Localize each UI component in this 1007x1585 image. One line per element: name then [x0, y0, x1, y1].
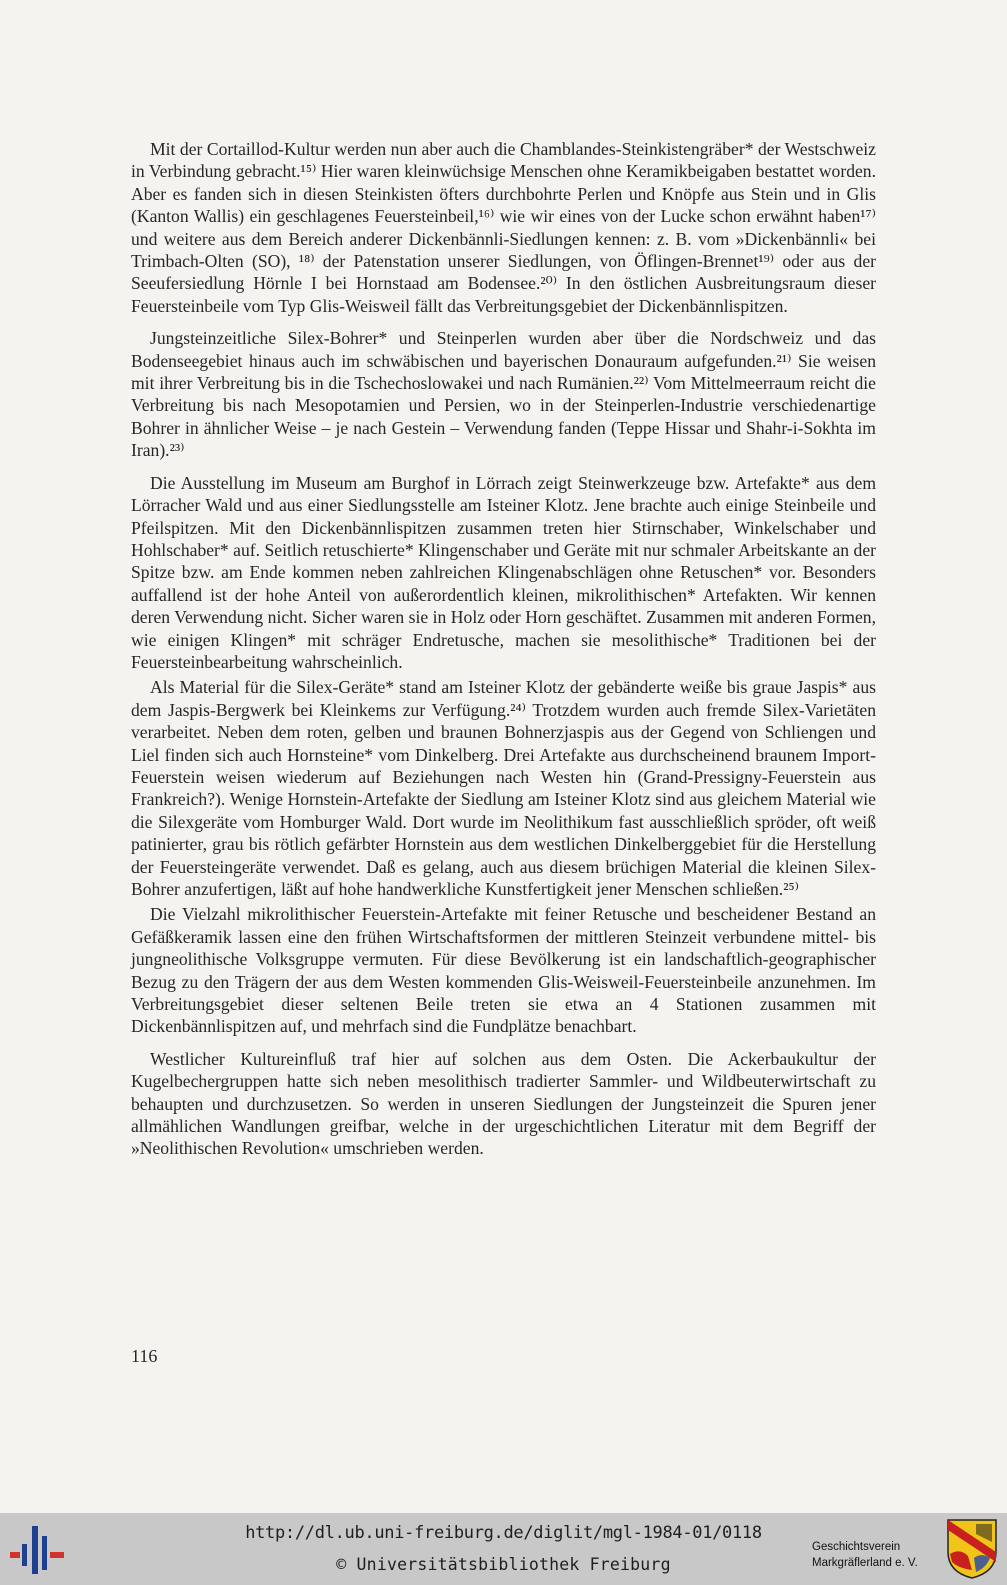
society-name-line-2: Markgräflerland e. V.: [812, 1557, 918, 1569]
footer-url-link[interactable]: http://dl.ub.uni-freiburg.de/diglit/mgl-1984-01/0118: [245, 1523, 762, 1543]
society-name: [812, 1539, 918, 1571]
society-name-line-1: Geschichtsverein: [812, 1541, 901, 1553]
paragraph-4: Als Material für die Silex-Geräte* stand am Isteiner Klotz der gebänderte weiße bis graue Jaspis* aus dem Jaspis-Bergwerk bei Kleinkems zur Verfügung.²⁴⁾ Trotzdem wurden auch fremde Silex-Varietäten verarbeitet. Neben dem roten, gelben und braunen Bohnerzjaspis aus der Gegend von Schliengen und Liel finden sich auch Hornsteine* vom Dinkelberg. Drei Artefakte aus durchscheinend braunem Import-Feuerstein weisen wiederum auf Beziehungen nach Westen hin (Grand-Pressigny-Feuerstein aus Frankreich?). Wenige Hornstein-Artefakte der Siedlung am Isteiner Klotz sind aus gleichem Material wie die Silexgeräte vom Homburger Wald. Dort wurde im Neolithikum fast ausschließlich spröder, oft weiß patinierter, grau bis rötlich gefärbter Hornstein aus dem westlichen Dinkelberggebiet für die Herstellung der Feuersteingeräte verwendet. Daß es gelang, auch aus diesem brüchigen Material die kleinen Silex-Bohrer anzufertigen, läßt auf hohe handwerkliche Kunstfertigkeit jener Menschen schließen.²⁵⁾: [131, 677, 876, 899]
paragraph-5: Die Vielzahl mikrolithischer Feuerstein-Artefakte mit feiner Retusche und bescheidener Bestand an Gefäßkeramik lassen eine den frühen Wirtschaftsformen der mittleren Steinzeit verbundene mittel- bis jungneolithische Volksgruppe vermuten. Für diese Bevölkerung ist ein landschaftlich-geographischer Bezug zu den Trägern der aus dem Westen kommenden Glis-Weisweil-Feuersteinbeile anzunehmen. Im Verbreitungsgebiet dieser seltenen Beile treten sie etwa an 4 Stationen zusammen mit Dickenbännlispitzen auf, und mehrfach sind die Fundplätze benachbart.: [131, 904, 876, 1037]
footer-copyright: © Universitätsbibliothek Freiburg: [336, 1555, 671, 1574]
page-number: 116: [131, 1346, 158, 1366]
paragraph-3: Die Ausstellung im Museum am Burghof in Lörrach zeigt Steinwerkzeuge bzw. Artefakte* aus dem Lörracher Wald und aus einer Siedlungsstelle am Isteiner Klotz. Jene brachte auch einige Steinbeile und Pfeilspitzen. Mit den Dickenbännlispitzen zusammen treten hier Stirnschaber, Winkelschaber und Hohlschaber* auf. Seitlich retuschierte* Klingenschaber und Geräte mit nur schmaler Arbeitskante an der Spitze bzw. am Ende kommen neben zahlreichen Klingenabschlägen ohne Retuschen* vor. Besonders auffallend ist der hohe Anteil von außerordentlich kleinen, mikrolithischen* Artefakten. Wir kennen deren Verwendung nicht. Sicher waren sie in Holz oder Horn geschäftet. Zusammen mit anderen Formen, wie einigen Klingen* mit schräger Endretusche, machen sie mesolithische* Traditionen bei der Feuersteinbearbeitung wahrscheinlich.: [131, 472, 876, 672]
coat-of-arms-icon: [946, 1518, 998, 1580]
paragraph-2: Jungsteinzeitliche Silex-Bohrer* und Steinperlen wurden aber über die Nordschweiz und das Bodenseegebiet hinaus auch im schwäbischen und bayerischen Donauraum aufgefunden.²¹⁾ Sie weisen mit ihrer Verbreitung bis in die Tschechoslowakei und nach Rumänien.²²⁾ Vom Mittelmeerraum reicht die Verbreitung bis nach Mesopotamien und Persien, wo in der Steinperlen-Industrie verschiedenartige Bohrer in ähnlicher Weise – je nach Gestein – Verwendung fanden (Teppe Hissar und Shahr-i-Sokhta im Iran).²³⁾: [131, 328, 876, 461]
footer-bar: [0, 1513, 1007, 1585]
paragraph-6: Westlicher Kultureinfluß traf hier auf solchen aus dem Osten. Die Ackerbaukultur der Kugelbechergruppen hatte sich neben mesolithisch tradierter Sammler- und Wildbeuterwirtschaft zu behaupten und durchzusetzen. So werden in unseren Siedlungen der Jungsteinzeit die Spuren jener allmählichen Wandlungen greifbar, welche in der urgeschichtlichen Literatur mit dem Begriff der »Neolithischen Revolution« umschrieben werden.: [131, 1048, 876, 1159]
article-body: [131, 138, 876, 1160]
paragraph-1: Mit der Cortaillod-Kultur werden nun aber auch die Chamblandes-Steinkistengräber* der Westschweiz in Verbindung gebracht.¹⁵⁾ Hier waren kleinwüchsige Menschen ohne Keramikbeigaben bestattet worden. Aber es fanden sich in diesen Steinkisten öfters durchbohrte Perlen und Knöpfe aus Stein und in Glis (Kanton Wallis) ein geschlagenes Feuersteinbeil,¹⁶⁾ wie wir eines von der Lucke schon erwähnt haben¹⁷⁾ und weitere aus dem Bereich anderer Dickenbännli-Siedlungen kennen: z. B. vom »Dickenbännli« bei Trimbach-Olten (SO), ¹⁸⁾ der Patenstation unserer Siedlungen, von Öflingen-Brennet¹⁹⁾ oder aus der Seeufersiedlung Hörnle I bei Hornstaad am Bodensee.²⁰⁾ In den östlichen Ausbreitungsraum dieser Feuersteinbeile vom Typ Glis-Weisweil fällt das Verbreitungsgebiet der Dickenbännlispitzen.: [131, 139, 876, 316]
